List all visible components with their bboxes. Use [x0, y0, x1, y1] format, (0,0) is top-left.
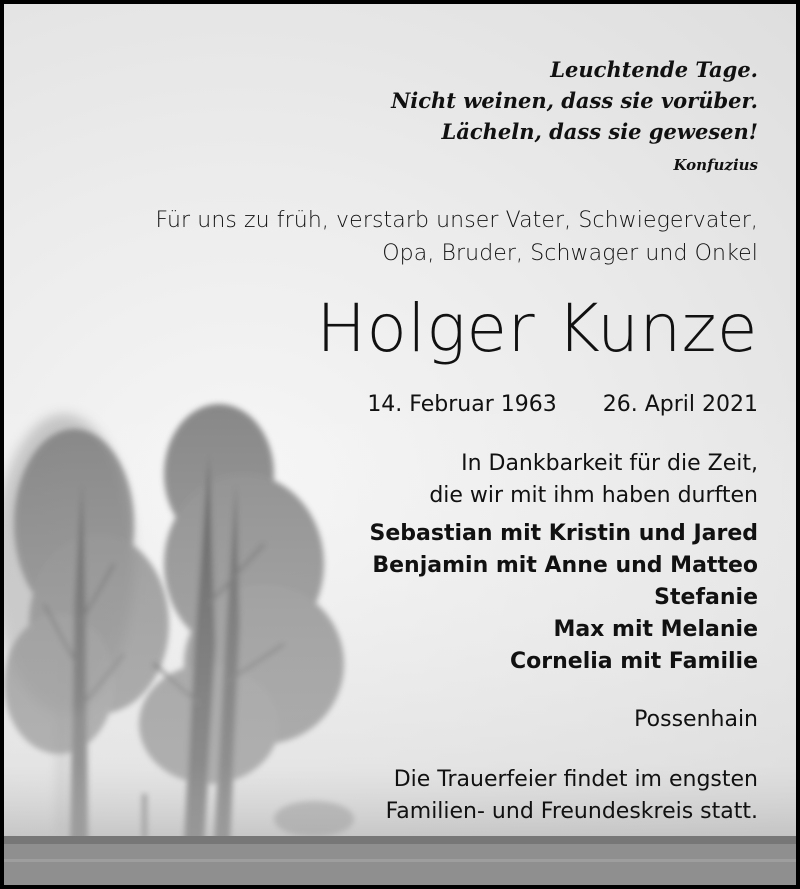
- family-member: Benjamin mit Anne und Matteo: [372, 553, 758, 578]
- place-name: Possenhain: [634, 707, 758, 732]
- quote-line: Leuchtende Tage.: [550, 57, 758, 82]
- birth-date: 14. Februar 1963: [367, 392, 557, 417]
- quote-author: Konfuzius: [673, 156, 758, 174]
- family-member: Max mit Melanie: [553, 617, 758, 642]
- intro-text: [155, 204, 758, 270]
- thanks-line: die wir mit ihm haben durften: [429, 483, 758, 508]
- family-member: Sebastian mit Kristin und Jared: [369, 521, 758, 546]
- ceremony-line: Familien- und Freundeskreis statt.: [385, 799, 758, 824]
- obituary-content: [4, 4, 800, 889]
- quote: [391, 54, 758, 147]
- quote-line: Lächeln, dass sie gewesen!: [441, 119, 758, 144]
- family-list: [369, 518, 758, 678]
- death-date: 26. April 2021: [602, 392, 758, 417]
- quote-line: Nicht weinen, dass sie vorüber.: [391, 88, 758, 113]
- life-dates: [367, 390, 758, 420]
- family-member: Stefanie: [654, 585, 758, 610]
- ceremony-line: Die Trauerfeier findet im engsten: [393, 767, 758, 792]
- intro-line: Opa, Bruder, Schwager und Onkel: [382, 241, 758, 266]
- deceased-name: Holger Kunze: [316, 290, 758, 367]
- thanks-line: In Dankbarkeit für die Zeit,: [461, 451, 758, 476]
- intro-line: Für uns zu früh, verstarb unser Vater, Schwiegervater,: [155, 208, 758, 233]
- family-member: Cornelia mit Familie: [510, 649, 758, 674]
- thanks-text: [429, 448, 758, 512]
- ceremony-note: [386, 764, 758, 828]
